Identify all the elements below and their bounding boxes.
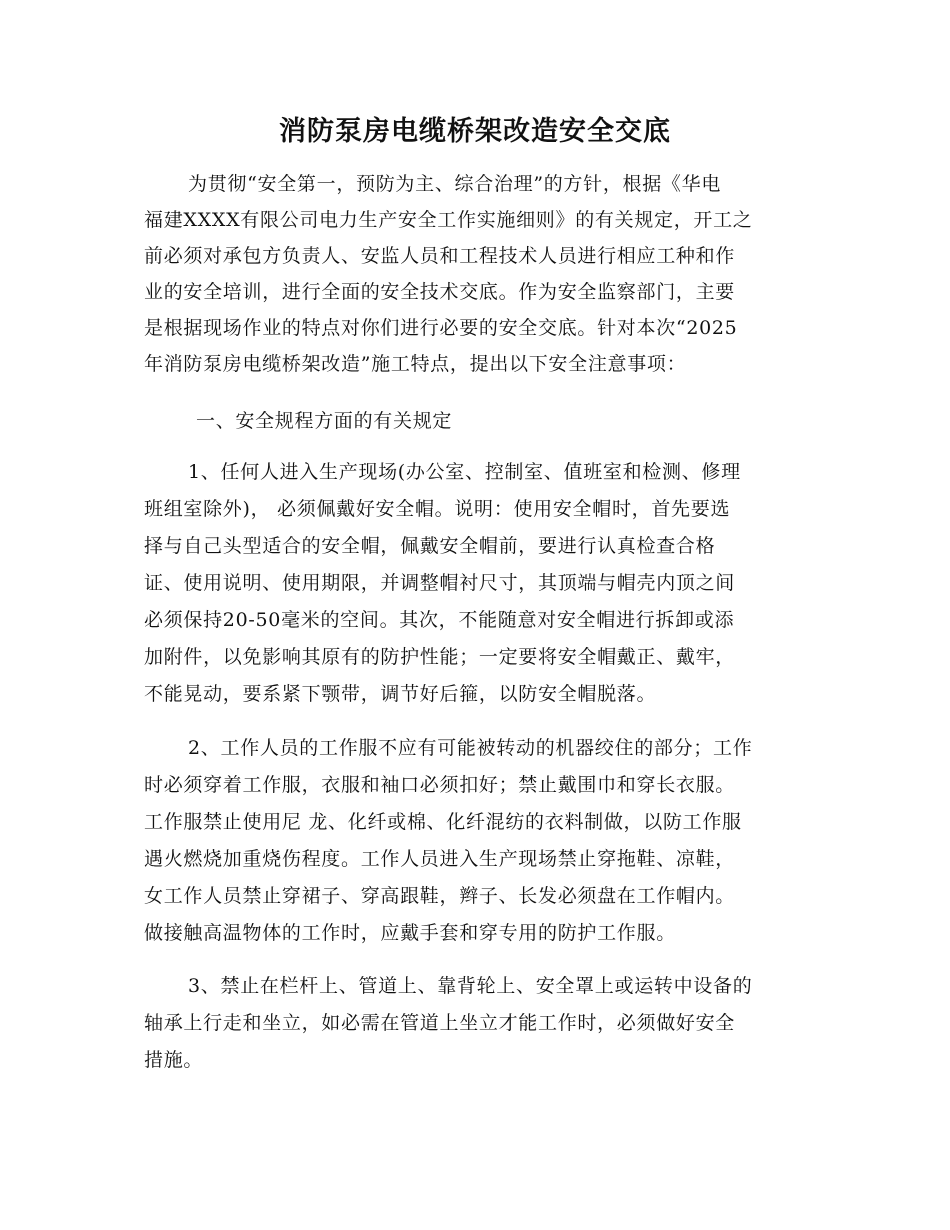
intro-line: 为贯彻“安全第一，预防为主、综合治理”的方针，根据《华电 xyxy=(188,173,722,195)
intro-line: 业的安全培训，进行全面的安全技术交底。作为安全监察部门，主要 xyxy=(144,281,736,303)
item-line: 轴承上行走和坐立，如必需在管道上坐立才能工作时，必须做好安全 xyxy=(144,1012,736,1034)
item-line: 遇火燃烧加重烧伤程度。工作人员进入生产现场禁止穿拖鞋、凉鞋， xyxy=(144,848,736,870)
item-line: 班组室除外)， 必须佩戴好安全帽。说明：使用安全帽时，首先要选 xyxy=(144,498,731,520)
item-line: 加附件，以免影响其原有的防护性能；一定要将安全帽戴正、戴牢， xyxy=(144,646,736,668)
document-title: 消防泵房电缆桥架改造安全交底 xyxy=(279,116,671,147)
item-line: 时必须穿着工作服，衣服和袖口必须扣好；禁止戴围巾和穿长衣服。 xyxy=(144,774,736,796)
item-line: 不能晃动，要系紧下颚带，调节好后箍，以防安全帽脱落。 xyxy=(144,683,657,705)
intro-line: 福建XXXX有限公司电力生产安全工作实施细则》的有关规定，开工之 xyxy=(144,209,753,231)
item-line: 证、使用说明、使用期限，并调整帽衬尺寸，其顶端与帽壳内顶之间 xyxy=(144,572,736,594)
section-heading: 一、安全规程方面的有关规定 xyxy=(196,410,453,432)
item-line: 工作服禁止使用尼 龙、化纤或棉、化纤混纺的衣料制做，以防工作服 xyxy=(144,811,742,833)
item-line: 女工作人员禁止穿裙子、穿高跟鞋，辫子、长发必须盘在工作帽内。 xyxy=(144,885,736,907)
intro-line: 前必须对承包方负责人、安监人员和工程技术人员进行相应工种和作 xyxy=(144,245,736,267)
item-line: 必须保持20-50毫米的空间。其次，不能随意对安全帽进行拆卸或添 xyxy=(144,609,735,631)
item-line: 择与自己头型适合的安全帽，佩戴安全帽前，要进行认真检查合格 xyxy=(144,535,716,557)
item-line: 3、禁止在栏杆上、管道上、靠背轮上、安全罩上或运转中设备的 xyxy=(188,975,753,997)
item-line: 1、任何人进入生产现场(办公室、控制室、值班室和检测、修理 xyxy=(188,461,741,483)
item-line: 做接触高温物体的工作时，应戴手套和穿专用的防护工作服。 xyxy=(144,922,676,944)
item-line: 措施。 xyxy=(144,1049,204,1071)
item-line: 2、工作人员的工作服不应有可能被转动的机器绞住的部分；工作 xyxy=(188,737,753,759)
intro-line: 年消防泵房电缆桥架改造”施工特点，提出以下安全注意事项： xyxy=(144,353,687,375)
intro-line: 是根据现场作业的特点对你们进行必要的安全交底。针对本次“2025 xyxy=(144,317,738,339)
